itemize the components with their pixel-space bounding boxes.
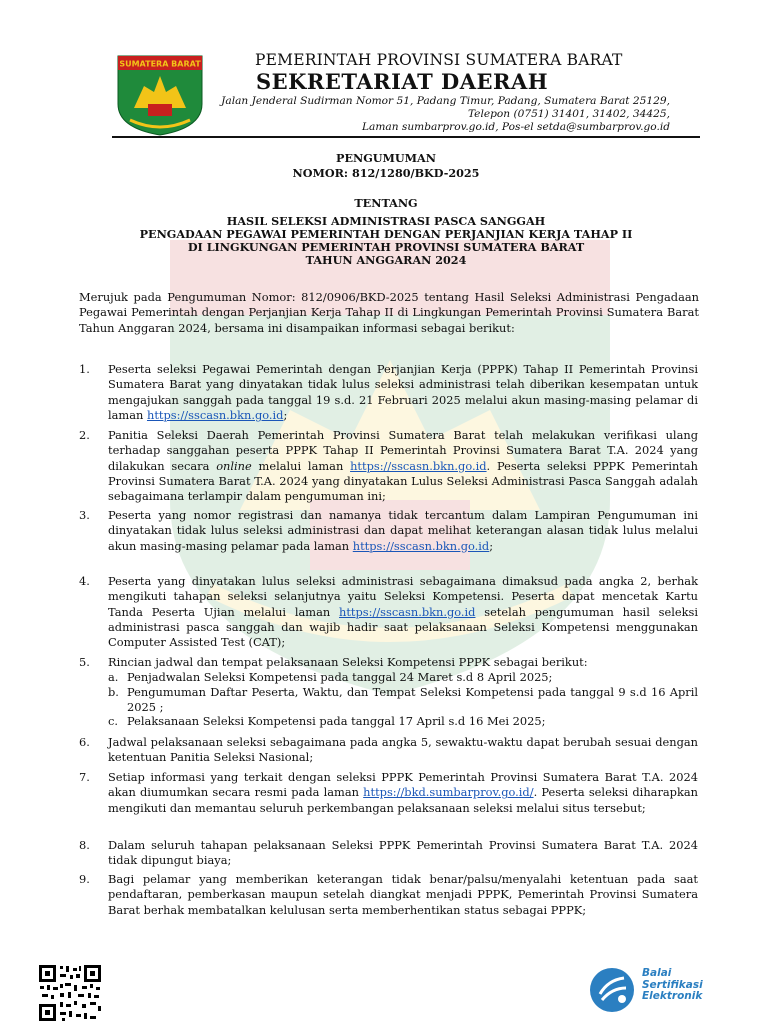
sscasn-link[interactable]: https://sscasn.bkn.go.id <box>146 407 284 422</box>
address-line-2: Telepon (0751) 31401, 31402, 34425, <box>467 108 670 120</box>
intro-paragraph: Merujuk pada Pengumuman Nomor: 812/0906/BKD-2025 tentang Hasil Seleksi Administrasi Pengadaan Pegawai Pemerintah dengan Perjanjian Kerja Tahap II di Lingkungan Pemerintah Provinsi Sumatera Barat Tahun Anggaran 2024, bersama ini disampaikan informasi sebagai berikut: <box>79 290 699 335</box>
address-line-3: Laman sumbarprov.go.id, Pos-el setda@sumbarprov.go.id <box>362 121 670 133</box>
qr-code-icon <box>38 964 102 1022</box>
item-number: 9. <box>79 872 90 886</box>
subject-line-3: DI LINGKUNGAN PEMERINTAH PROVINSI SUMATERA BARAT <box>187 240 585 254</box>
bkd-link[interactable]: https://bkd.sumbarprov.go.id/ <box>363 785 534 800</box>
item-text: Bagi pelamar yang memberikan keterangan tidak benar/palsu/menyalahi ketentuan pada saat pendaftaran, pemberkasan maupun setelah diangkat menjadi PPPK, Pemerintah Provinsi Sumatera Barat berhak membatalkan kelulusan serta memberhentikan status sebagai PPPK; <box>108 872 698 917</box>
government-name: PEMERINTAH PROVINSI SUMATERA BARAT <box>255 51 623 69</box>
header-divider <box>112 136 700 138</box>
item-text: Panitia Seleksi Daerah Pemerintah Provinsi Sumatera Barat telah melakukan verifikasi ulang terhadap sanggahan peserta PPPK Tahap II Pemerintah Provinsi Sumatera Barat T.A. 2024 yang dilakukan secara online melalui laman https://sscasn.bkn.go.id. Peserta seleksi PPPK Pemerintah Provinsi Sumatera Barat T.A. 2024 yang dinyatakan Lulus Seleksi Administrasi Pasca Sanggah adalah sebagaimana terlampir dalam pengumuman ini; <box>108 428 699 504</box>
item-number: 5. <box>79 655 90 669</box>
item-number: 2. <box>79 428 90 442</box>
subject-line-1: HASIL SELEKSI ADMINISTRASI PASCA SANGGAH <box>226 214 546 228</box>
item-number: 4. <box>79 574 90 588</box>
item-number: 1. <box>79 362 90 376</box>
office-name: SEKRETARIAT DAERAH <box>256 69 549 94</box>
announcement-label: PENGUMUMAN <box>336 151 436 165</box>
announcement-number: NOMOR: 812/1280/BKD-2025 <box>292 166 480 180</box>
item-text: Peserta yang nomor registrasi dan namanya tidak tercantum dalam Lampiran Pengumuman ini dinyatakan tidak lulus seleksi administrasi dan dapat melihat keterangan alasan tidak lulus melalui akun masing-masing pelamar pada laman https://sscasn.bkn.go.id; <box>108 508 698 553</box>
item-number: 8. <box>79 838 90 852</box>
item-text: Rincian jadwal dan tempat pelaksanaan Seleksi Kompetensi PPPK sebagai berikut: <box>108 655 588 669</box>
subject-line-4: TAHUN ANGGARAN 2024 <box>305 253 467 267</box>
item-text: Peserta yang dinyatakan lulus seleksi administrasi sebagaimana dimaksud pada angka 2, berhak mengikuti tahapan seleksi selanjutnya yaitu Seleksi Kompetensi. Peserta dapat mencetak Kartu Tanda Peserta Ujian melalui laman https://sscasn.bkn.go.id setelah pengumuman hasil seleksi administrasi pasca sanggah dan wajib hadir saat pelaksanaan Seleksi Kompetensi menggunakan Computer Assisted Test (CAT); <box>108 574 698 650</box>
item-text: Jadwal pelaksanaan seleksi sebagaimana pada angka 5, sewaktu-waktu dapat berubah sesuai dengan ketentuan Panitia Seleksi Nasional; <box>108 735 698 765</box>
item-number: 3. <box>79 508 90 522</box>
address-line-1: Jalan Jenderal Sudirman Nomor 51, Padang Timur, Padang, Sumatera Barat 25129, <box>221 95 670 107</box>
item-number: 6. <box>79 735 90 749</box>
item-text: Setiap informasi yang terkait dengan seleksi PPPK Pemerintah Provinsi Sumatera Barat T.A. 2024 akan diumumkan secara resmi pada laman https://bkd.sumbarprov.go.id/. Peserta seleksi diharapkan mengikuti dan memantau seluruh perkembangan pelaksanaan seleksi melalui situs tersebut; <box>108 770 699 815</box>
item-text: Peserta seleksi Pegawai Pemerintah dengan Perjanjian Kerja (PPPK) Tahap II Pemerintah Provinsi Sumatera Barat yang dinyatakan tidak lulus seleksi administrasi telah diberikan kesempatan untuk mengajukan sanggah pada tanggal 19 s.d. 21 Februari 2025 melalui akun masing-masing pelamar di laman https://sscasn.bkn.go.id; <box>108 362 698 422</box>
sscasn-link[interactable]: https://sscasn.bkn.go.id <box>352 538 490 553</box>
sscasn-link[interactable]: https://sscasn.bkn.go.id <box>339 604 476 619</box>
province-logo <box>116 52 204 136</box>
subject-line-2: PENGADAAN PEGAWAI PEMERINTAH DENGAN PERJANJIAN KERJA TAHAP II <box>139 227 633 241</box>
svg-text:SUMATERA BARAT: SUMATERA BARAT <box>119 59 201 69</box>
item-number: 7. <box>79 770 90 784</box>
bsre-logo-icon <box>588 966 636 1014</box>
about-label: TENTANG <box>354 196 418 210</box>
bsre-label: Balai Sertifikasi Elektronik <box>642 967 703 1003</box>
sscasn-link[interactable]: https://sscasn.bkn.go.id <box>350 458 487 473</box>
item-text: Dalam seluruh tahapan pelaksanaan Seleksi PPPK Pemerintah Provinsi Sumatera Barat T.A. 2024 tidak dipungut biaya; <box>108 838 698 868</box>
